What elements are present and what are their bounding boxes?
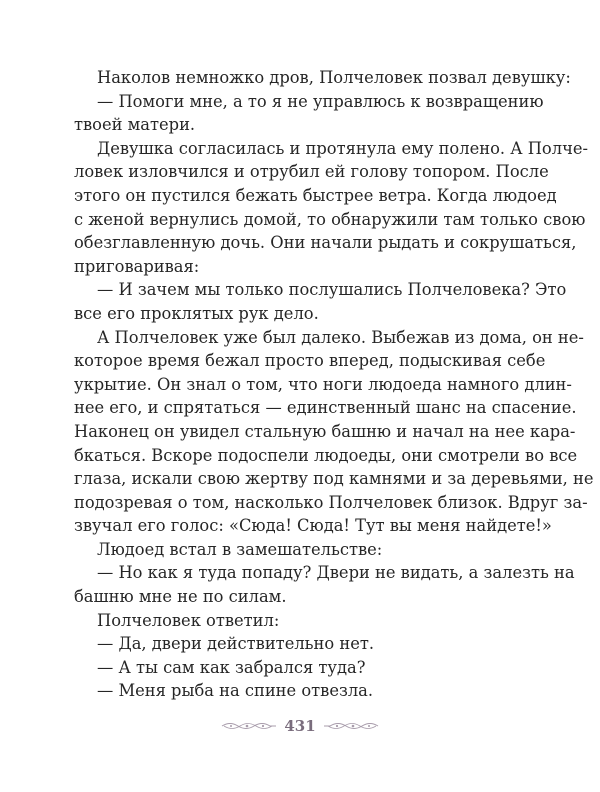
text-line: с женой вернулись домой, то обнаружили там только свою [74, 209, 586, 229]
text-line: нее его, и спрятаться — единственный шанс на спасение. [74, 398, 577, 418]
text-line: бкаться. Вскоре подоспели людоеды, они смотрели во все [74, 445, 578, 465]
text-line: — И зачем мы только послушались Полчеловека? Это [97, 280, 567, 300]
text-line: укрытие. Он знал о том, что ноги людоеда намного длин- [74, 374, 572, 394]
text-line: — Но как я туда попаду? Двери не видать, а залезть на [97, 563, 575, 583]
page-number: 431 [284, 717, 316, 735]
text-line: Наконец он увидел стальную башню и начал на нее кара- [74, 421, 576, 441]
text-line: Людоед встал в замешательстве: [97, 539, 383, 559]
text-line: твоей матери. [74, 115, 196, 135]
text-line: — А ты сам как забрался туда? [97, 657, 366, 677]
text-line: башню мне не по силам. [74, 587, 287, 607]
text-line: звучал его голос: «Сюда! Сюда! Тут вы меня найдете!» [74, 516, 552, 536]
text-line: приговаривая: [74, 256, 200, 276]
left-ornament-icon [220, 719, 278, 733]
body-text [74, 66, 594, 703]
page-footer [0, 714, 600, 738]
text-line: ловек изловчился и отрубил ей голову топором. После [74, 162, 549, 182]
text-line: подозревая о том, насколько Полчеловек близок. Вдруг за- [74, 492, 588, 512]
text-line: Девушка согласилась и протянула ему полено. А Полче- [97, 138, 588, 158]
text-line: обезглавленную дочь. Они начали рыдать и сокрушаться, [74, 233, 577, 253]
text-line: — Помоги мне, а то я не управлюсь к возвращению [97, 91, 544, 111]
text-line: Наколов немножко дров, Полчеловек позвал девушку: [97, 68, 571, 87]
text-line: Полчеловек ответил: [97, 610, 280, 630]
text-line: этого он пустился бежать быстрее ветра. Когда людоед [74, 185, 557, 205]
text-line: глаза, искали свою жертву под камнями и за деревьями, не [74, 469, 594, 489]
text-line: которое время бежал просто вперед, подыскивая себе [74, 351, 546, 371]
text-line: А Полчеловек уже был далеко. Выбежав из дома, он не- [97, 327, 584, 347]
right-ornament-icon [322, 719, 380, 733]
text-line: — Да, двери действительно нет. [97, 634, 375, 654]
text-line: — Меня рыба на спине отвезла. [97, 681, 374, 701]
text-line: все его проклятых рук дело. [74, 303, 319, 323]
